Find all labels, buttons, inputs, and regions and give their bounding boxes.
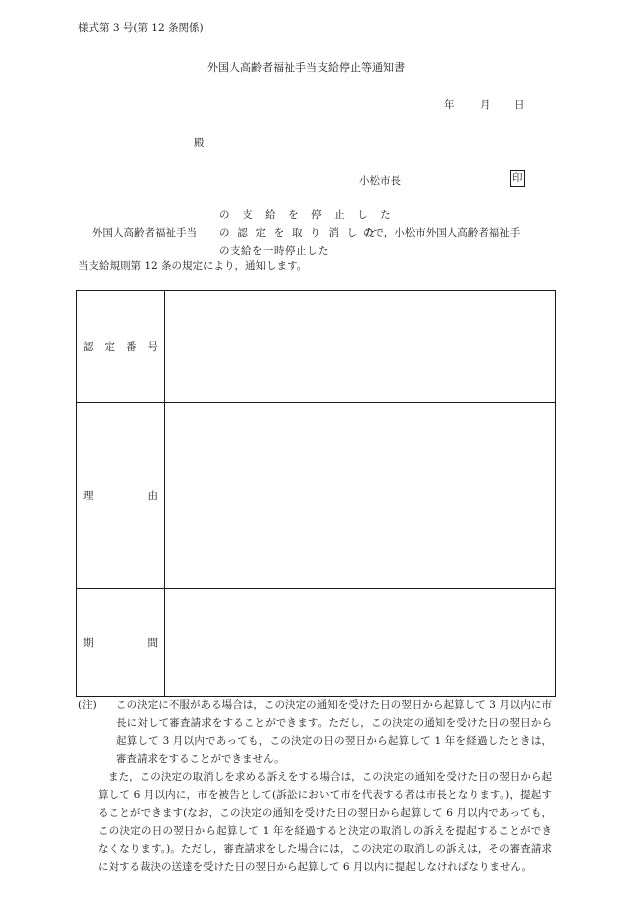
label-char: 期 [83, 637, 94, 649]
date-month-label: 月 [480, 99, 491, 111]
form-number: 様式第 3 号(第 12 条関係) [78, 22, 204, 34]
table-row [77, 589, 556, 697]
body-option-temporary-suspend: の支給を一時停止した [219, 245, 329, 257]
label-char: 認 [83, 341, 94, 353]
body-trail: ので，小松市外国人高齢者福祉手 [363, 227, 521, 239]
reason-label [77, 403, 165, 589]
details-table [76, 290, 556, 697]
note-mark: (注) [78, 699, 97, 711]
period-label [77, 589, 165, 697]
reason-field[interactable] [165, 403, 556, 589]
label-char: 由 [147, 490, 158, 502]
issuer-name: 小松市長 [359, 175, 401, 187]
label-char: 号 [147, 341, 158, 353]
date-line [444, 97, 525, 112]
certification-number-label [77, 291, 165, 403]
body-trail-continued: 当支給規則第 12 条の規定により，通知します。 [78, 260, 308, 272]
body-lead: 外国人高齢者福祉手当 [92, 227, 197, 239]
label-char: 定 [104, 341, 115, 353]
label-char: 間 [147, 637, 158, 649]
table-row [77, 403, 556, 589]
addressee-suffix: 殿 [194, 137, 205, 149]
label-char: 理 [83, 490, 94, 502]
date-day-label: 日 [514, 99, 525, 111]
certification-number-field[interactable] [165, 291, 556, 403]
date-year-label: 年 [444, 99, 455, 111]
body-option-suspend: の 支 給 を 停 止 し た [219, 209, 396, 221]
table-row [77, 291, 556, 403]
notes-section [78, 696, 552, 876]
label-char: 番 [126, 341, 137, 353]
document-title: 外国人高齢者福祉手当支給停止等通知書 [207, 61, 405, 74]
period-field[interactable] [165, 589, 556, 697]
note-paragraph-appeal: この決定に不服がある場合は，この決定の通知を受けた日の翌日から起算して 3 月以内に市長に対して審査請求をすることができます。ただし，この決定の通知を受けた日の翌日から起算して 3 月以内であっても，この決定の日の翌日から起算して 1 年を経過したときは，審査請求をすることができません。 [116, 699, 552, 765]
seal-mark: 印 [510, 170, 525, 187]
note-paragraph-lawsuit: また，この決定の取消しを求める訴えをする場合は，この決定の通知を受けた日の翌日から起算して 6 月以内に，市を被告として(訴訟において市を代表する者は市長となります。)，提起することができます(なお，この決定の通知を受けた日の翌日から起算して 6 月以内であっても，この決定の日の翌日から起算して 1 年を経過すると決定の取消しの訴えを提起することができなくなります。)。ただし，審査請求をした場合には，この決定の取消しの訴えは，その審査請求に対する裁決の送達を受けた日の翌日から起算して 6 月以内に提起しなければなりません。 [98, 771, 552, 873]
body-option-revoke: の 認 定 を 取 り 消 し た [219, 227, 378, 239]
